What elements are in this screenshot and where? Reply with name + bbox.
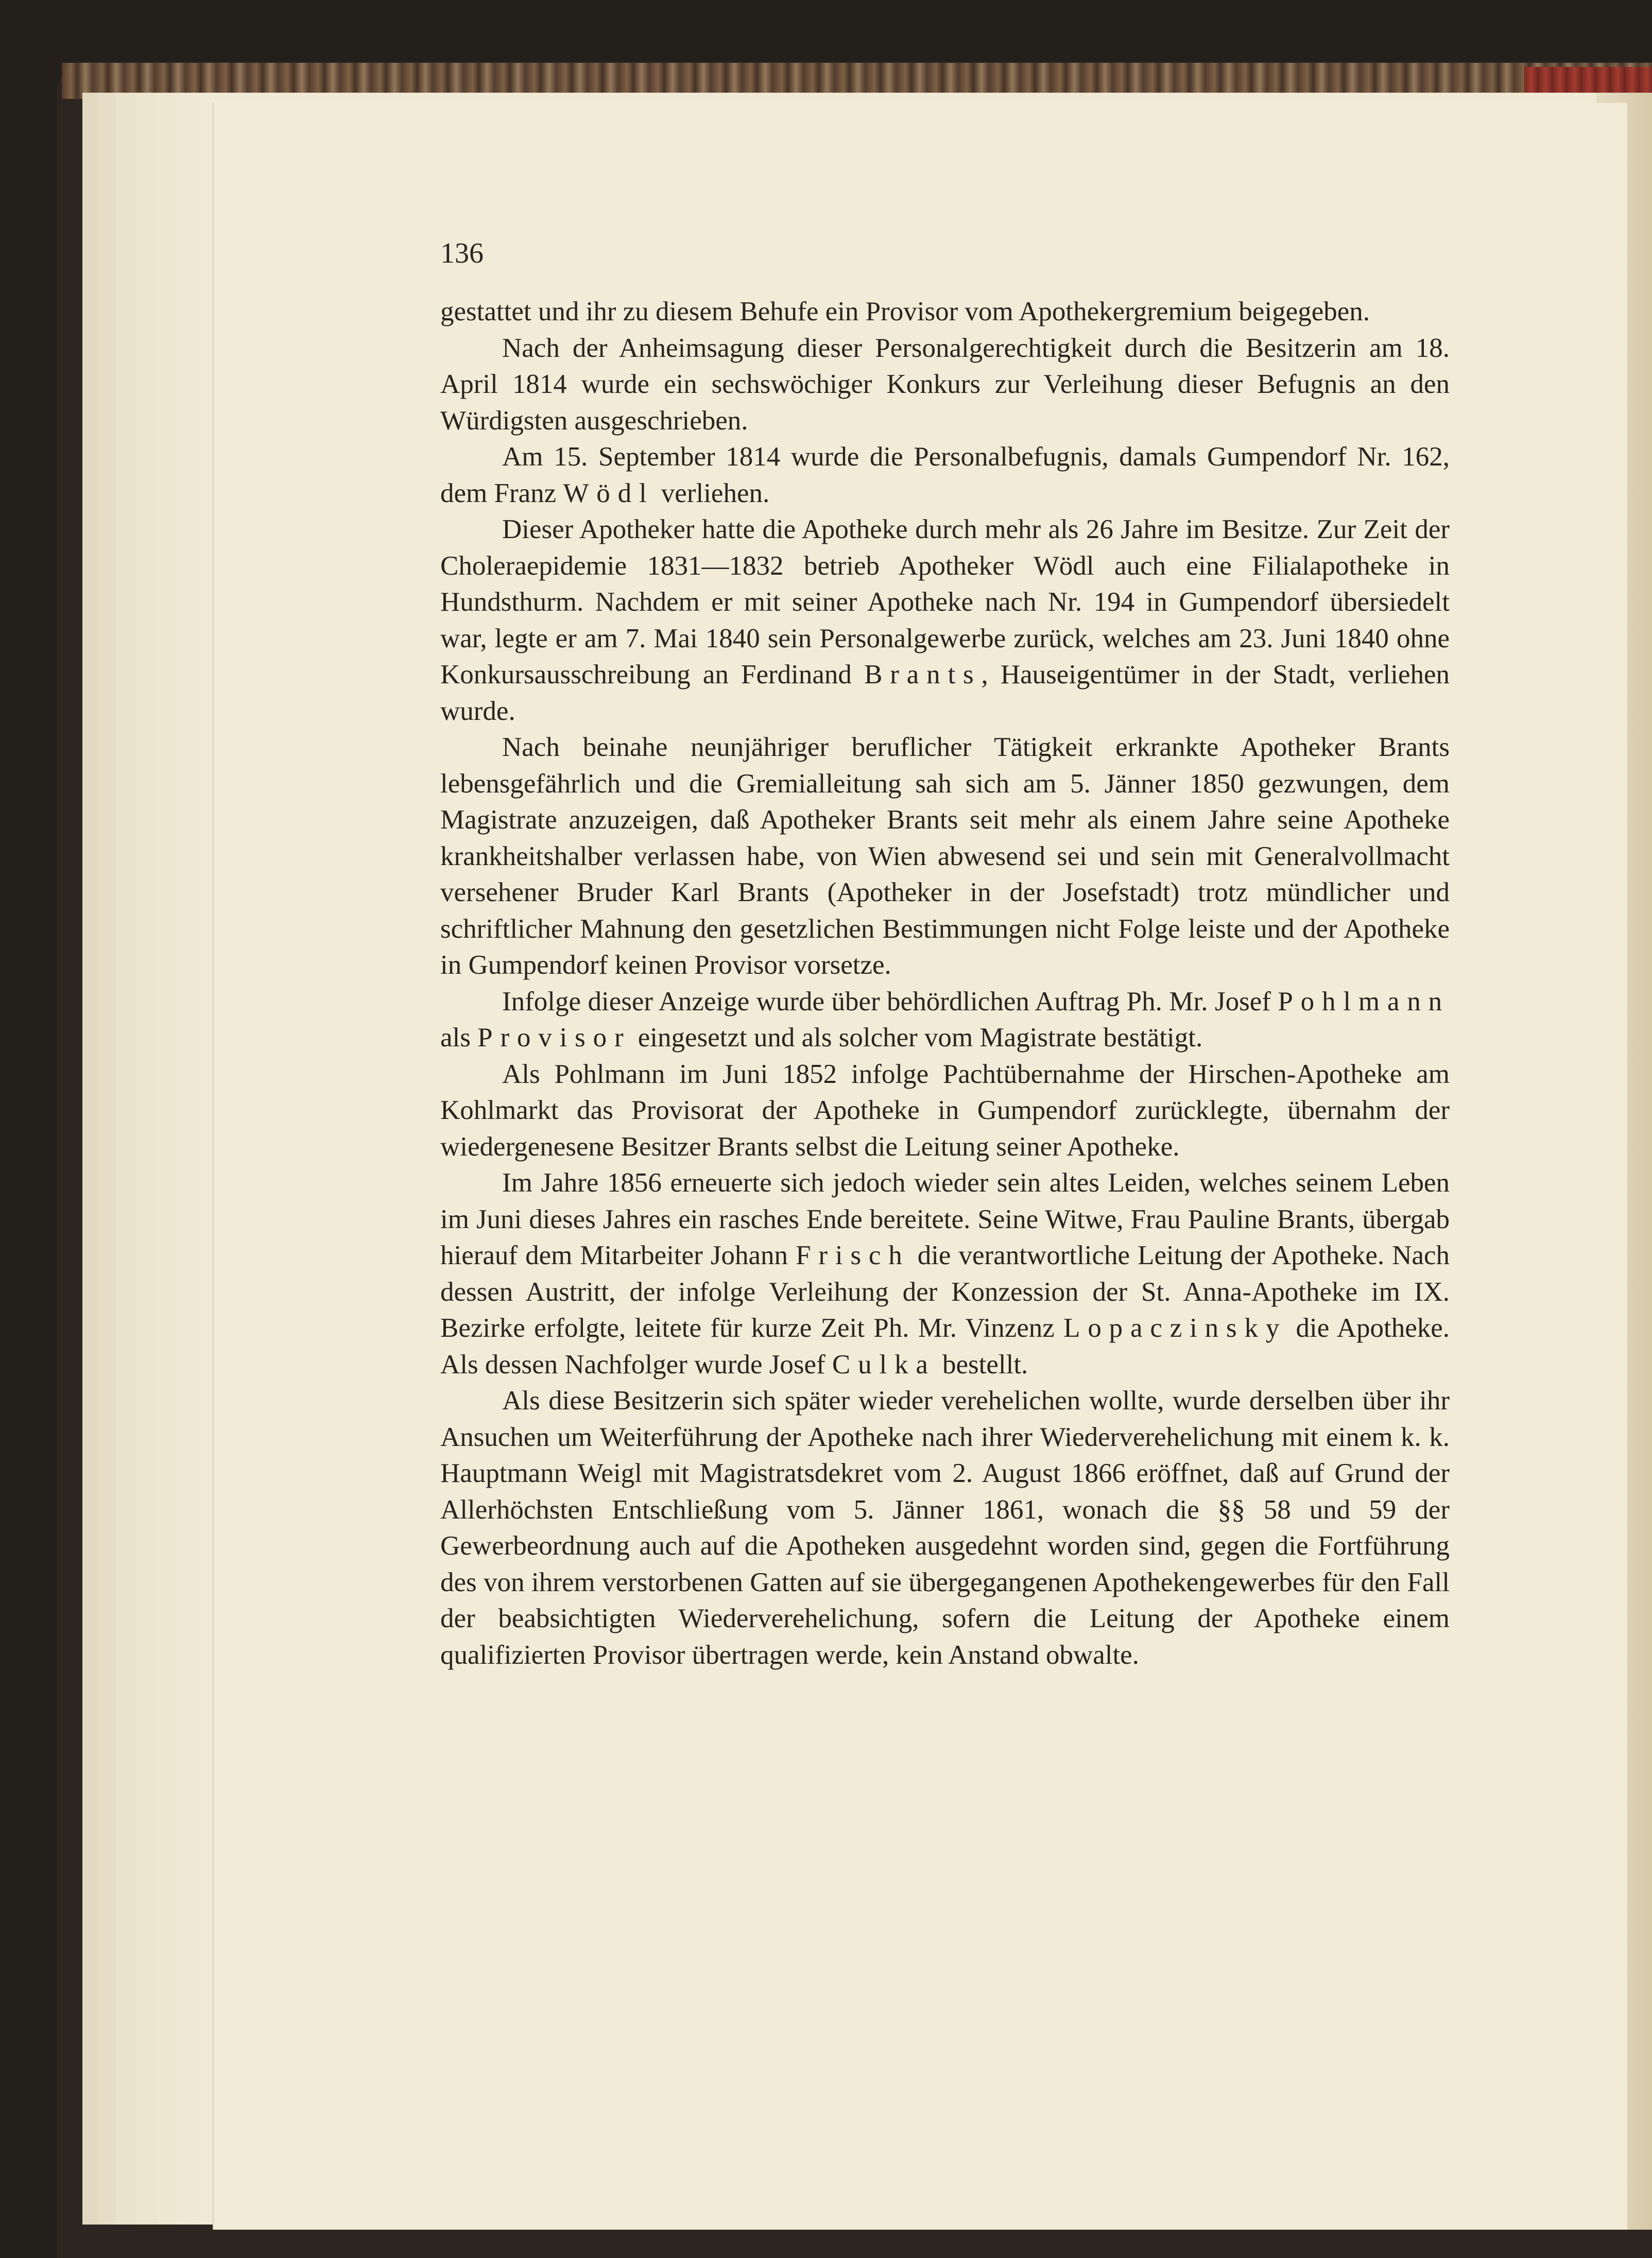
text-run: eingesetzt und als solcher vom Magistrate bestätigt. <box>631 1023 1203 1053</box>
text-run: Als Pohlmann im Juni 1852 infolge Pachtübernahme der Hirschen-Apotheke am Kohlmarkt das Provisorat der Apotheke in Gumpendorf zurücklegte, übernahm der wiedergenesene Besitzer Brants selbst die Leitung seiner Apotheke. <box>440 1059 1450 1162</box>
paragraph <box>440 1165 1450 1383</box>
paragraph <box>440 294 1450 330</box>
book-headband-red <box>1524 67 1652 96</box>
text-run: Am 15. September 1814 wurde die Personalbefugnis, damals Gumpendorf Nr. 162, dem Franz <box>440 442 1450 508</box>
spaced-name: Wödl <box>563 478 655 508</box>
page-number: 136 <box>440 237 484 269</box>
paragraph <box>440 511 1450 729</box>
paragraph <box>440 729 1450 984</box>
text-run: die verantwortliche Leitung der Apotheke. Nach dessen Austritt, der infolge Verleihung der Konzession der St. Anna-Apotheke im IX. Bezirke erfolgte, leitete für kurze Zeit Ph. Mr. Vinzenz <box>440 1240 1450 1343</box>
spaced-name: Culka <box>832 1349 936 1380</box>
paragraph <box>440 984 1450 1056</box>
text-run: als <box>440 1023 478 1053</box>
paragraph <box>440 1056 1450 1165</box>
text-run: Dieser Apotheker hatte die Apotheke durch mehr als 26 Jahre im Besitze. Zur Zeit der Choleraepidemie 1831—1832 betrieb Apotheker Wödl auch eine Filialapotheke in Hundsthurm. Nachdem er mit seiner Apotheke nach Nr. 194 in Gumpendorf übersiedelt war, legte er am 7. Mai 1840 sein Personalgewerbe zurück, welches am 23. Juni 1840 ohne Konkursausschreibung an Ferdinand <box>440 514 1450 690</box>
text-run: gestattet und ihr zu diesem Behufe ein Provisor vom Apothekergremium beigegeben. <box>440 297 1370 326</box>
spaced-name: Brants <box>864 660 982 690</box>
paragraph <box>440 439 1450 511</box>
spaced-name: Provisor <box>477 1023 631 1053</box>
text-run: verliehen. <box>654 478 770 508</box>
body-text <box>440 294 1450 1673</box>
text-run: bestellt. <box>935 1349 1028 1380</box>
paragraph <box>440 1383 1450 1673</box>
text-run: , Hauseigentümer in der Stadt, verliehen wurde. <box>440 660 1450 726</box>
text-run: Als diese Besitzerin sich später wieder verehelichen wollte, wurde derselben über ihr Ansuchen um Weiterführung der Apotheke nach ihrer Wiederverehelichung mit einem k. k. Hauptmann Weigl mit Magistratsdekret vom 2. August 1866 eröffnet, daß auf Grund der Allerhöchsten Entschließung vom 5. Jänner 1861, wonach die §§ 58 und 59 der Gewerbeordnung auch auf die Apotheken ausgedehnt worden sind, gegen die Fortführung des von ihrem verstorbenen Gatten auf sie übergegangenen Apothekengewerbes für den Fall der beabsichtigten Wiederverehelichung, sofern die Leitung der Apotheke einem qualifizierten Provisor übertragen werde, kein Anstand obwalte. <box>440 1386 1450 1670</box>
spaced-name: Pohlmann <box>1278 986 1450 1016</box>
text-run: Im Jahre 1856 erneuerte sich jedoch wieder sein altes Leiden, welches seinem Leben im Juni dieses Jahres ein rasches Ende bereitete. Seine Witwe, Frau Pauline Brants, übergab hierauf dem Mitarbeiter Johann <box>440 1168 1450 1270</box>
text-run: Nach beinahe neunjähriger beruflicher Tätigkeit erkrankte Apotheker Brants lebensgefährlich und die Gremialleitung sah sich am 5. Jänner 1850 gezwungen, dem Magistrate anzuzeigen, daß Apotheker Brants seit mehr als einem Jahre seine Apotheke krankheitshalber verlassen habe, von Wien abwesend sei und sein mit Generalvollmacht versehener Bruder Karl Brants (Apotheker in der Josefstadt) trotz mündlicher und schriftlicher Mahnung den gesetzlichen Bestimmungen nicht Folge leiste und der Apotheke in Gumpendorf keinen Provisor vorsetze. <box>440 732 1450 980</box>
text-run: Nach der Anheimsagung dieser Personalgerechtigkeit durch die Besitzerin am 18. April 1814 wurde ein sechswöchiger Konkurs zur Verleihung dieser Befugnis an den Würdigsten ausgeschrieben. <box>440 333 1450 436</box>
text-run: Infolge dieser Anzeige wurde über behördlichen Auftrag Ph. Mr. Josef <box>502 986 1278 1016</box>
paragraph <box>440 330 1450 439</box>
spaced-name: Lopaczinsky <box>1063 1313 1287 1343</box>
spaced-name: Frisch <box>796 1240 910 1270</box>
text-run: die Apotheke. Als dessen Nachfolger wurde Josef <box>440 1313 1450 1380</box>
